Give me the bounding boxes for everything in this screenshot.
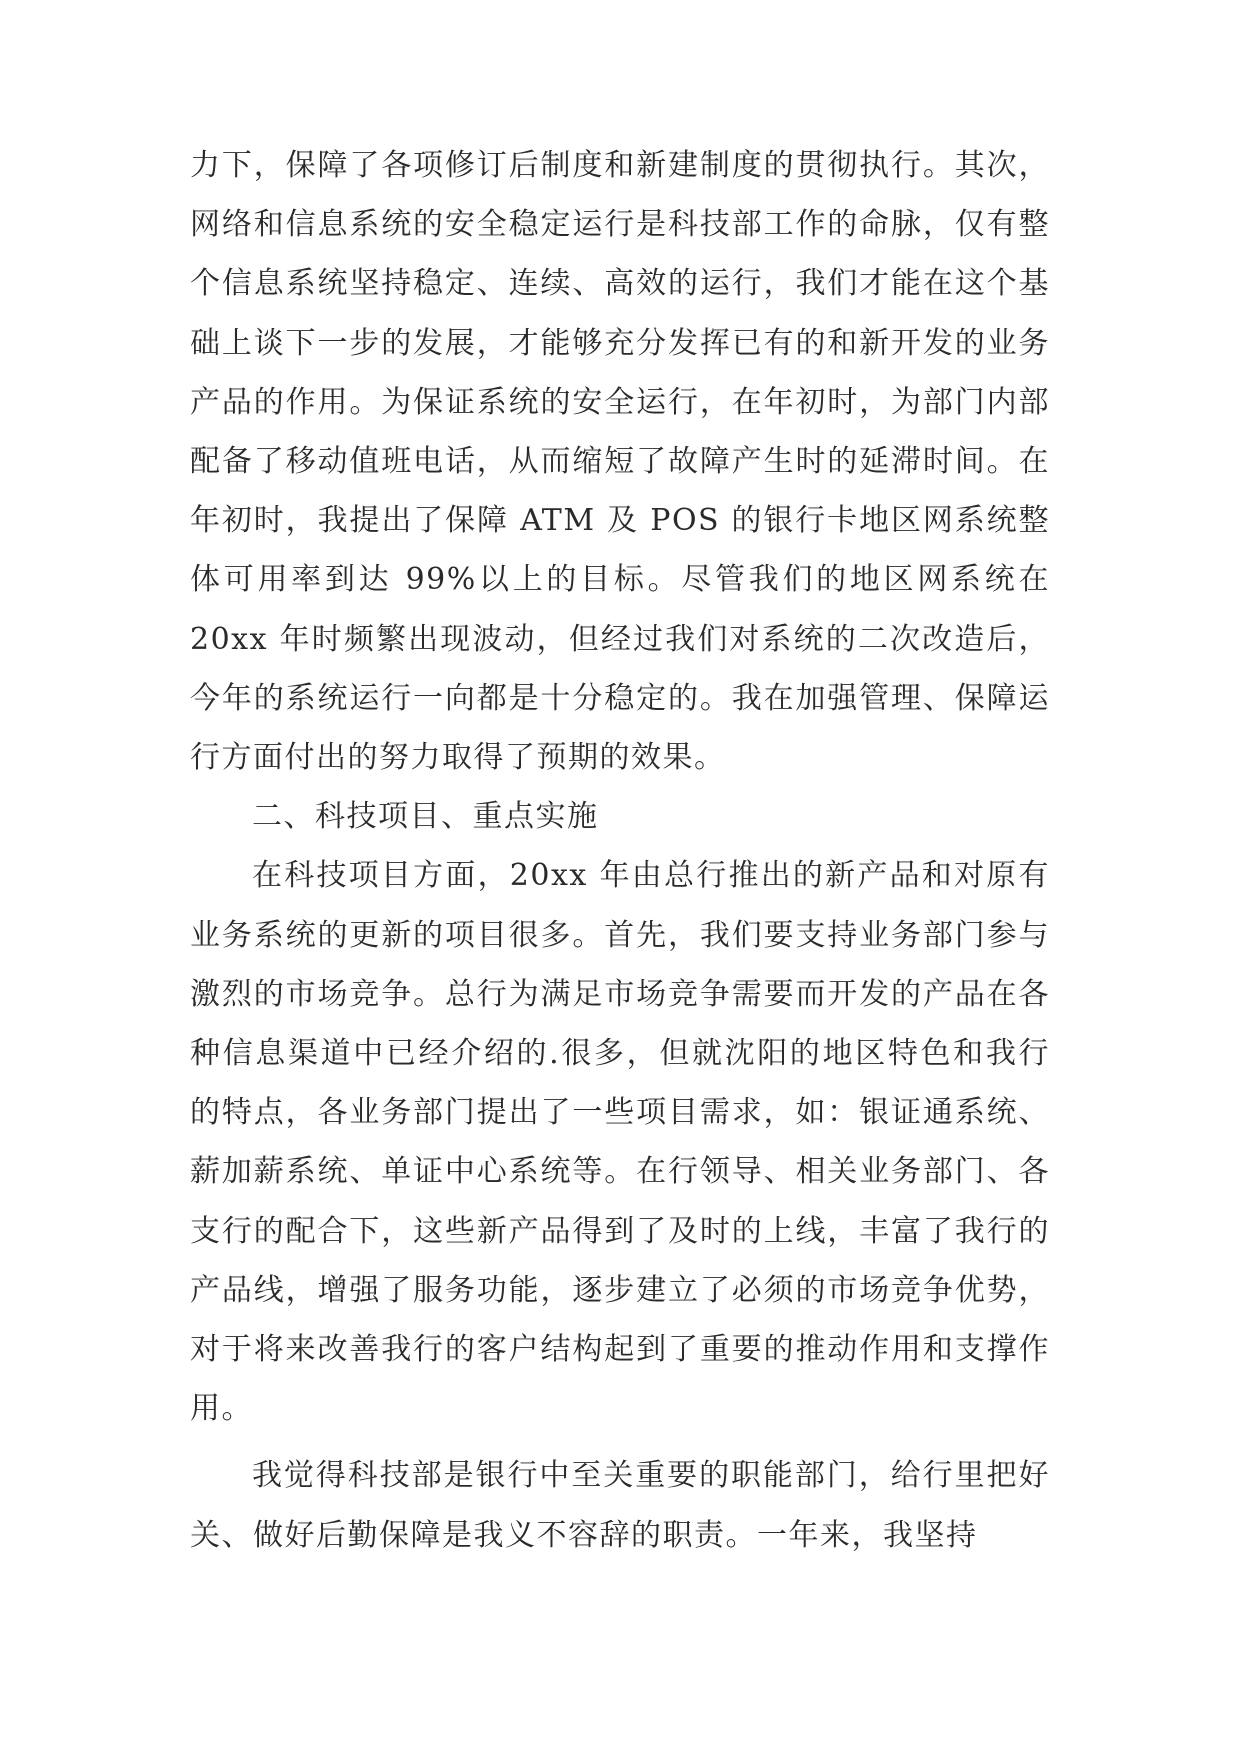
section-heading-tech-projects: 二、科技项目、重点实施 — [252, 799, 599, 835]
paragraph-tech-projects: 在科技项目方面，20xx 年由总行推出的新产品和对原有业务系统的更新的项目很多。首先，我们要支持业务部门参与激烈的市场竞争。总行为满足市场竞争需要而开发的产品在各种信息渠道中已经介绍的.很多，但就沈阳的地区特色和我行的特点，各业务部门提出了一些项目需求，如：银证通系统、薪加薪系统、单证中心系统等。在行领导、相关业务部门、各支行的配合下，这些新产品得到了及时的上线，丰富了我行的产品线，增强了服务功能，逐步建立了必须的市场竞争优势，对于将来改善我行的客户结构起到了重要的推动作用和支撑作用。 — [190, 858, 1050, 1427]
paragraph-system-operation: 力下，保障了各项修订后制度和新建制度的贯彻执行。其次，网络和信息系统的安全稳定运行是科技部工作的命脉，仅有整个信息系统坚持稳定、连续、高效的运行，我们才能在这个基础上谈下一步的发展，才能够充分发挥已有的和新开发的业务产品的作用。为保证系统的安全运行，在年初时，为部门内部配备了移动值班电话，从而缩短了故障产生时的延滞时间。在年初时，我提出了保障 ATM 及 POS 的银行卡地区网系统整体可用率到达 99%以上的目标。尽管我们的地区网系统在 20xx 年时频繁出现波动，但经过我们对系统的二次改造后，今年的系统运行一向都是十分稳定的。我在加强管理、保障运行方面付出的努力取得了预期的效果。 — [190, 148, 1050, 776]
paragraph-department-duty: 我觉得科技部是银行中至关重要的职能部门，给行里把好关、做好后勤保障是我义不容辞的职责。一年来，我坚持 — [190, 1458, 1050, 1553]
document-body — [190, 136, 1050, 1565]
